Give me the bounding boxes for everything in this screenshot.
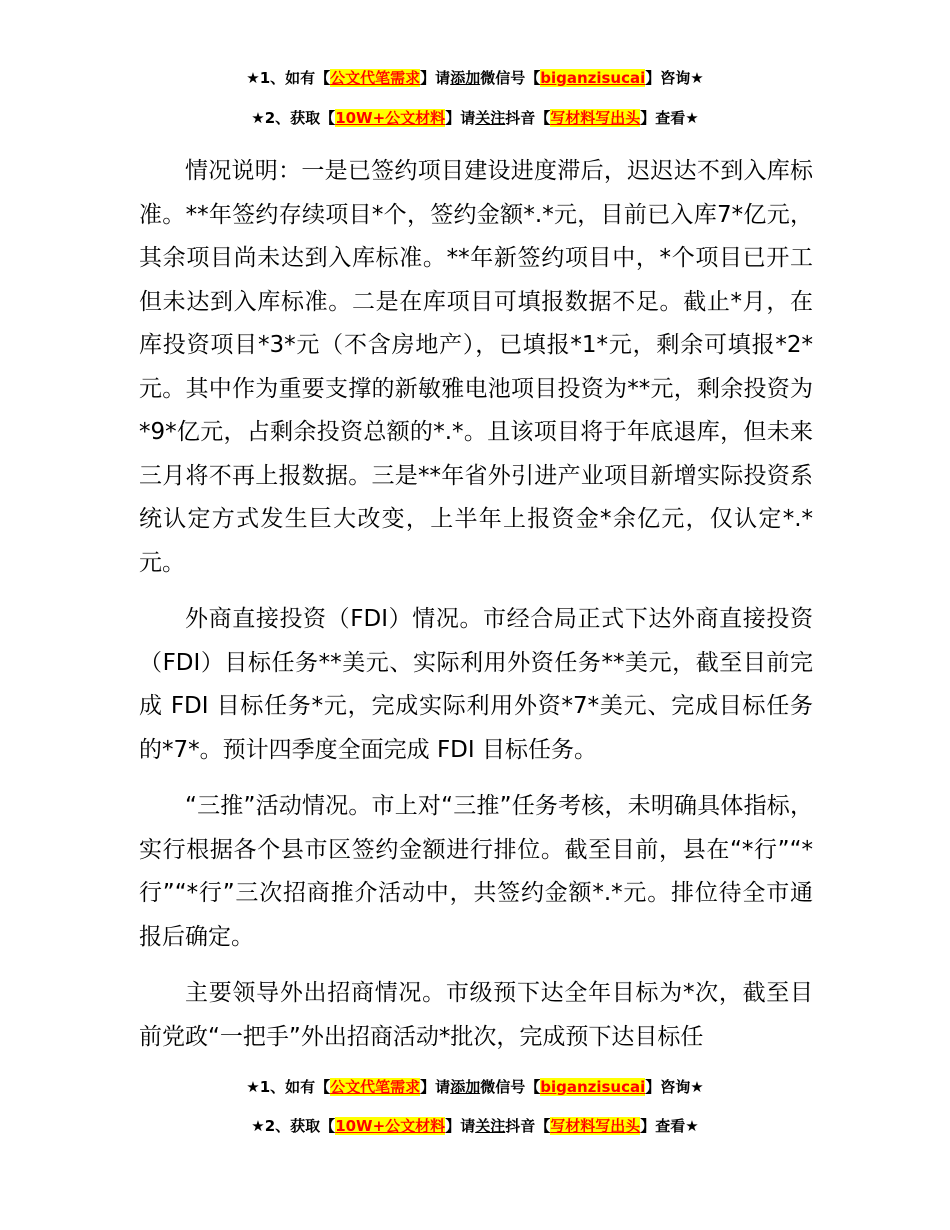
banner-text: 】请	[445, 109, 476, 127]
banner-highlight: 公文代笔需求	[330, 1078, 421, 1096]
banner-highlight: biganzisucai	[540, 1078, 646, 1096]
document-body	[139, 150, 813, 1072]
banner-text: 抖音【	[505, 109, 551, 127]
banner-underlined-text: 关注	[475, 1117, 506, 1135]
banner-text: 】查看★	[640, 1117, 699, 1135]
banner-text: 】咨询★	[645, 1078, 704, 1096]
banner-highlight: 10W+公文材料	[335, 1117, 446, 1135]
banner-highlight: 写材料写出头	[550, 1117, 641, 1135]
banner-text: 】咨询★	[645, 69, 704, 87]
banner-highlight: 10W+公文材料	[335, 109, 446, 127]
banner-text: 】请	[420, 1078, 451, 1096]
banner-text: 】请	[445, 1117, 476, 1135]
footer-banner-line-1	[0, 1077, 950, 1097]
banner-text: ★1、如有【	[246, 1078, 331, 1096]
banner-highlight: 写材料写出头	[550, 109, 641, 127]
footer-banner-line-2	[0, 1116, 950, 1136]
banner-text: 】查看★	[640, 109, 699, 127]
banner-text: 微信号【	[480, 1078, 541, 1096]
paragraph-leader-investment: 主要领导外出招商情况。市级预下达全年目标为*次，截至目前党政“一把手”外出招商活动*批次，完成预下达目标任	[139, 980, 813, 1050]
banner-underlined-text: 添加	[450, 69, 481, 87]
banner-text: ★1、如有【	[246, 69, 331, 87]
paragraph-situation: 情况说明：一是已签约项目建设进度滞后，迟迟达不到入库标准。**年签约存续项目*个，签约金额*.*元，目前已入库7*亿元，其余项目尚未达到入库标准。**年新签约项目中，*个项目已开工但未达到入库标准。二是在库项目可填报数据不足。截止*月，在库投资项目*3*元（不含房地产），已填报*1*元，剩余可填报*2*元。其中作为重要支撑的新敏雅电池项目投资为**元，剩余投资为*9*亿元，占剩余投资总额的*.*。且该项目将于年底退库，但未来三月将不再上报数据。三是**年省外引进产业项目新增实际投资系统认定方式发生巨大改变，上半年上报资金*余亿元，仅认定*.*元。	[139, 158, 813, 576]
banner-underlined-text: 添加	[450, 1078, 481, 1096]
header-banner-line-2	[0, 108, 950, 128]
banner-text: ★2、获取【	[251, 1117, 336, 1135]
banner-text: 抖音【	[505, 1117, 551, 1135]
header-banner-line-1	[0, 68, 950, 88]
paragraph-fdi: 外商直接投资（FDI）情况。市经合局正式下达外商直接投资（FDI）目标任务**美元、实际利用外资任务**美元，截至目前完成 FDI 目标任务*元，完成实际利用外资*7*美元、完成目标任务的*7*。预计四季度全面完成 FDI 目标任务。	[139, 606, 813, 763]
banner-text: ★2、获取【	[251, 109, 336, 127]
banner-underlined-text: 关注	[475, 109, 506, 127]
banner-text: 微信号【	[480, 69, 541, 87]
banner-highlight: 公文代笔需求	[330, 69, 421, 87]
banner-highlight: biganzisucai	[540, 69, 646, 87]
banner-text: 】请	[420, 69, 451, 87]
paragraph-three-promotions: “三推”活动情况。市上对“三推”任务考核，未明确具体指标，实行根据各个县市区签约金额进行排位。截至目前，县在“*行”“*行”“*行”三次招商推介活动中，共签约金额*.*元。排位待全市通报后确定。	[139, 793, 813, 950]
